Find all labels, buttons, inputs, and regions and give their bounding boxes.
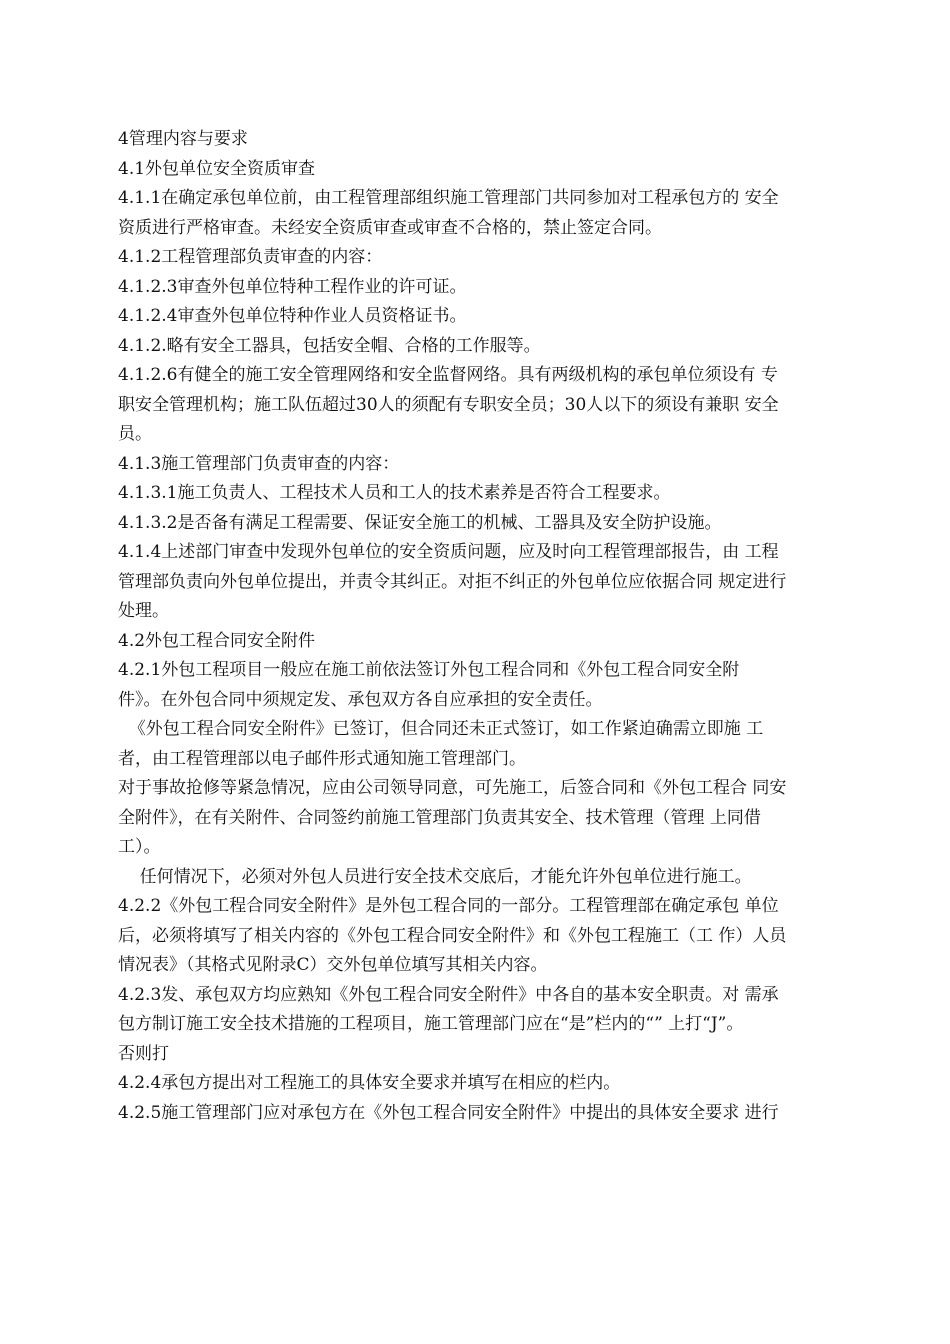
- text-line: 任何情况下，必须对外包人员进行安全技术交底后，才能允许外包单位进行施工。: [118, 866, 752, 887]
- text-line: 全附件》，在有关附件、合同签约前施工管理部门负责其安全、技术管理（管理 上同借: [118, 807, 761, 828]
- text-line: 4.1.2.略有安全工器具，包括安全帽、合格的工作服等。: [118, 335, 541, 356]
- text-line: 否则打: [118, 1043, 169, 1064]
- text-line: 4.1.3.2是否备有满足工程需要、保证安全施工的机械、工器具及安全防护设施。: [118, 512, 722, 533]
- text-line: 处理。: [118, 601, 169, 621]
- text-line: 《外包工程合同安全附件》已签订，但合同还未正式签订，如工作紧迫确需立即施 工: [118, 719, 764, 739]
- text-line: 4.1.2.6有健全的施工安全管理网络和安全监督网络。具有两级机构的承包单位须设有 专: [118, 365, 778, 385]
- text-line: 4.1.3.1施工负责人、工程技术人员和工人的技术素养是否符合工程要求。: [118, 483, 671, 503]
- text-line: 管理部负责向外包单位提出，并责令其纠正。对拒不纠正的外包单位应依据合同 规定进行: [118, 571, 787, 592]
- text-line: 职安全管理机构；施工队伍超过30人的须配有专职安全员；30人以下的须设有兼职 安全: [118, 394, 779, 415]
- text-line: 后，必须将填写了相关内容的《外包工程合同安全附件》和《外包工程施工（工 作）人员: [118, 925, 787, 946]
- section-heading: 4管理内容与要求: [118, 129, 248, 149]
- text-line: 4.1.2工程管理部负责审查的内容：: [118, 247, 383, 267]
- text-line: 4.2.1外包工程项目一般应在施工前依法签订外包工程合同和《外包工程合同安全附: [118, 660, 740, 680]
- text-line: 对于事故抢修等紧急情况，应由公司领导同意，可先施工，后签合同和《外包工程合 同安: [118, 778, 787, 798]
- text-line: 工）。: [118, 837, 161, 857]
- subsection-heading: 4.2外包工程合同安全附件: [118, 630, 316, 651]
- text-line: 4.1.2.4审查外包单位特种作业人员资格证书。: [118, 306, 467, 326]
- text-line: 包方制订施工安全技术措施的工程项目，施工管理部门应在“是”栏内的“” 上打“J”。: [118, 1014, 744, 1034]
- text-line: 4.2.5施工管理部门应对承包方在《外包工程合同安全附件》中提出的具体安全要求 进行: [118, 1102, 779, 1123]
- text-line: 4.2.4承包方提出对工程施工的具体安全要求并填写在相应的栏内。: [118, 1073, 621, 1093]
- text-line: 者，由工程管理部以电子邮件形式通知施工管理部门。: [118, 748, 526, 769]
- text-line: 情况表》（其格式见附录C）交外包单位填写其相关内容。: [118, 955, 548, 975]
- text-line: 4.1.2.3审查外包单位特种工程作业的许可证。: [118, 276, 467, 297]
- text-line: 4.1.1在确定承包单位前，由工程管理部组织施工管理部门共同参加对工程承包方的 安全: [118, 188, 779, 208]
- text-line: 4.2.2《外包工程合同安全附件》是外包工程合同的一部分。工程管理部在确定承包 单位: [118, 896, 779, 916]
- text-line: 员。: [118, 424, 152, 444]
- text-line: 4.1.4上述部门审查中发现外包单位的安全资质问题，应及时向工程管理部报告，由 工程: [118, 542, 779, 562]
- subsection-heading: 4.1外包单位安全资质审查: [118, 158, 316, 179]
- text-line: 4.2.3发、承包双方均应熟知《外包工程合同安全附件》中各自的基本安全职责。对 需承: [118, 984, 779, 1005]
- text-line: 件》。在外包合同中须规定发、承包双方各自应承担的安全责任。: [118, 689, 603, 710]
- text-line: 4.1.3施工管理部门负责审查的内容：: [118, 453, 400, 474]
- text-line: 资质进行严格审查。未经安全资质审查或审查不合格的，禁止签定合同。: [118, 217, 662, 238]
- document-body: [118, 125, 842, 1128]
